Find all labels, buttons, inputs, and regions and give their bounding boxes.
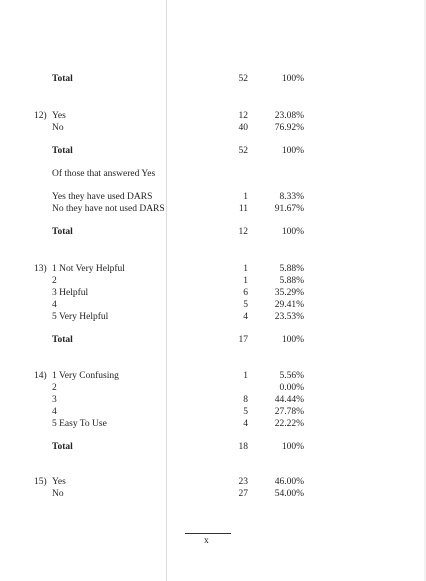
total-label: Total [52, 227, 73, 237]
question-number: 12) [34, 111, 47, 121]
question-number: 15) [34, 477, 47, 487]
percent-value: 46.00% [274, 477, 304, 487]
percent-value: 5.88% [279, 276, 304, 286]
count-value: 5 [243, 407, 248, 417]
row-label: 1 Not Very Helpful [52, 264, 125, 274]
count-value: 23 [238, 477, 248, 487]
percent-value: 100% [281, 442, 304, 452]
row-label: No [52, 123, 64, 133]
row-label: No they have not used DARS [52, 204, 165, 214]
row-label: 2 [52, 383, 57, 393]
row-label: No [52, 489, 64, 499]
row-label: 5 Very Helpful [52, 312, 109, 322]
percent-value: 100% [281, 74, 304, 84]
percent-value: 8.33% [279, 192, 304, 202]
total-label: Total [52, 335, 73, 345]
count-value: 27 [238, 489, 248, 499]
total-label: Total [52, 442, 73, 452]
row-label: 2 [52, 276, 57, 286]
row-label: Of those that answered Yes [52, 169, 156, 179]
row-label: Yes [52, 477, 66, 487]
total-label: Total [52, 146, 73, 156]
total-label: Total [52, 74, 73, 84]
percent-value: 44.44% [274, 395, 304, 405]
percent-value: 29.41% [274, 300, 304, 310]
row-label: Yes [52, 111, 66, 121]
count-value: 1 [243, 264, 248, 274]
count-value: 4 [243, 312, 248, 322]
footer-rule [185, 533, 231, 534]
percent-value: 23.08% [274, 111, 304, 121]
percent-value: 100% [281, 227, 304, 237]
count-value: 1 [243, 276, 248, 286]
percent-value: 22.22% [274, 419, 304, 429]
count-value: 8 [243, 395, 248, 405]
row-label: 1 Very Confusing [52, 371, 119, 381]
percent-value: 100% [281, 335, 304, 345]
count-value: 17 [238, 335, 248, 345]
row-label: Yes they have used DARS [52, 192, 153, 202]
count-value: 18 [238, 442, 248, 452]
percent-value: 27.78% [274, 407, 304, 417]
percent-value: 23.53% [274, 312, 304, 322]
row-label: 4 [52, 407, 57, 417]
percent-value: 0.00% [279, 383, 304, 393]
question-number: 13) [34, 264, 47, 274]
percent-value: 76.92% [274, 123, 304, 133]
count-value: 12 [238, 227, 248, 237]
count-value: 52 [238, 74, 248, 84]
row-label: 5 Easy To Use [52, 419, 107, 429]
percent-value: 91.67% [274, 204, 304, 214]
column-divider-line [166, 0, 167, 581]
count-value: 5 [243, 300, 248, 310]
count-value: 52 [238, 146, 248, 156]
percent-value: 5.88% [279, 264, 304, 274]
count-value: 40 [238, 123, 248, 133]
percent-value: 35.29% [274, 288, 304, 298]
count-value: 12 [238, 111, 248, 121]
page-footer: x [204, 536, 209, 546]
count-value: 1 [243, 192, 248, 202]
row-label: 3 [52, 395, 57, 405]
percent-value: 100% [281, 146, 304, 156]
percent-value: 5.56% [279, 371, 304, 381]
row-label: 4 [52, 300, 57, 310]
count-value: 4 [243, 419, 248, 429]
percent-value: 54.00% [274, 489, 304, 499]
count-value: 11 [238, 204, 248, 214]
question-number: 14) [34, 371, 47, 381]
row-label: 3 Helpful [52, 288, 89, 298]
count-value: 1 [243, 371, 248, 381]
count-value: 6 [243, 288, 248, 298]
